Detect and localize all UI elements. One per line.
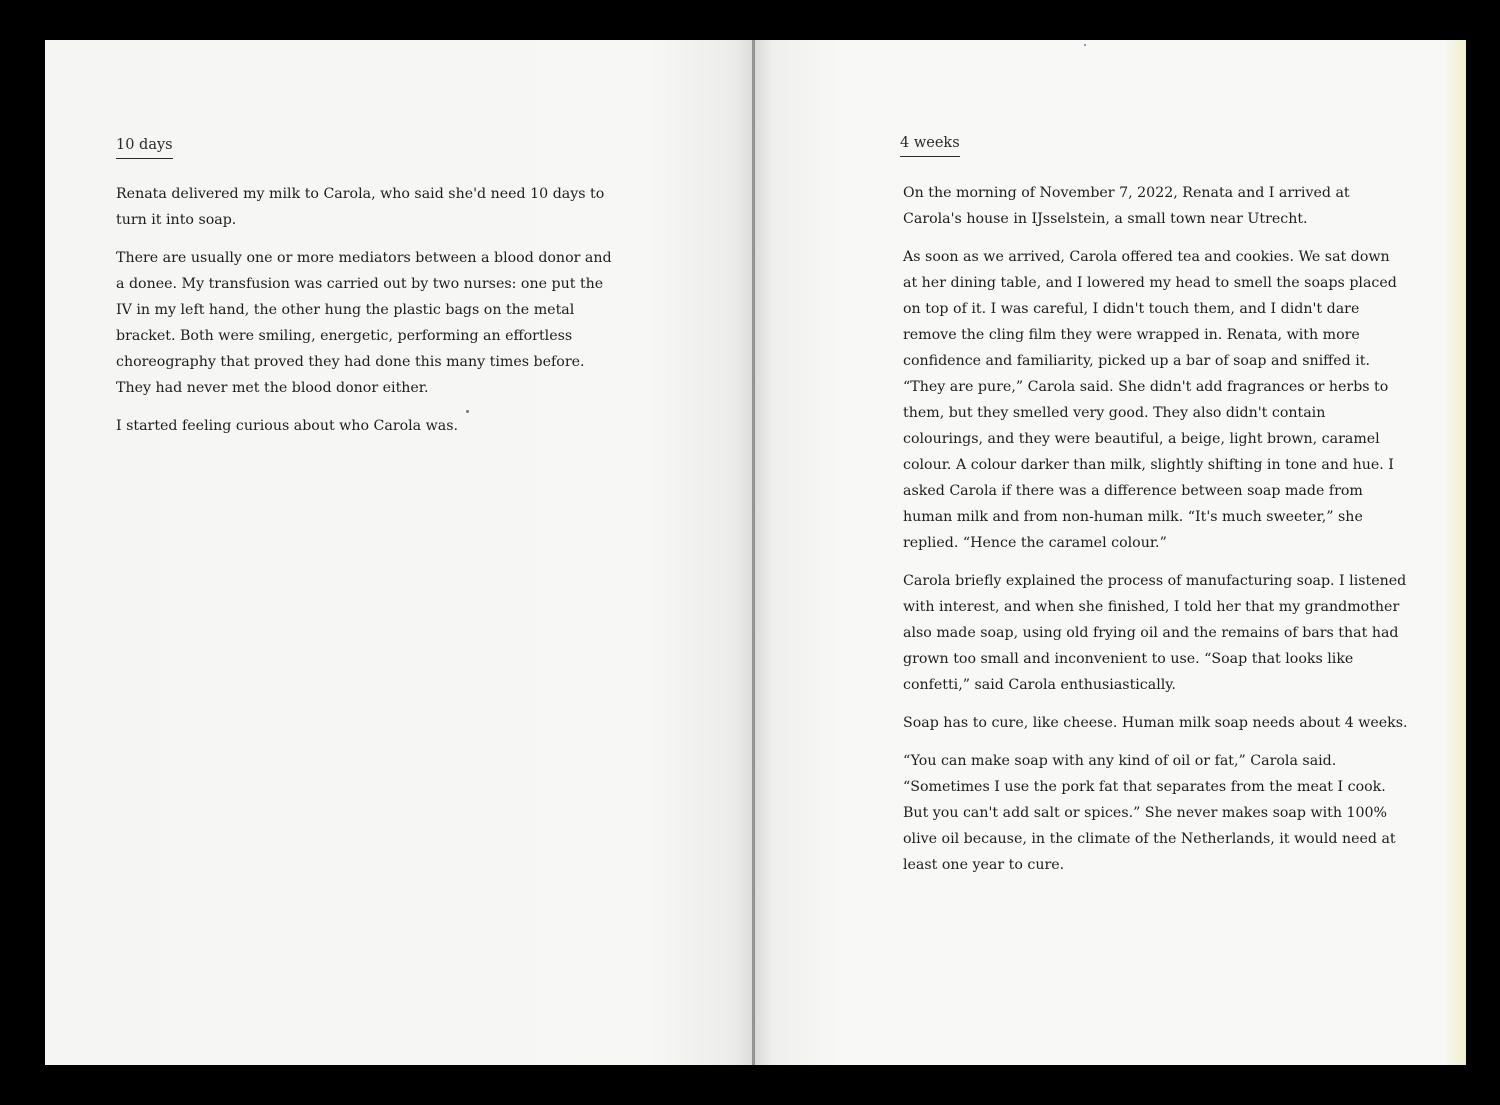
- right-page-body: [903, 180, 1408, 890]
- right-paragraph-1: On the morning of November 7, 2022, Renata and I arrived at Carola's house in IJsselstein, a small town near Utrecht.: [903, 185, 1350, 227]
- right-page: [756, 40, 1466, 1065]
- right-paragraph-3: Carola briefly explained the process of manufacturing soap. I listened with interest, and when she finished, I told her that my grandmother also made soap, using old frying oil and the remains of bars that had grown too small and inconvenient to use. “Soap that looks like confetti,” said Carola enthusiastically.: [903, 573, 1407, 693]
- right-paragraph-5: “You can make soap with any kind of oil or fat,” Carola said. “Sometimes I use the pork fat that separates from the meat I cook. But you can't add salt or spices.” She never makes soap with 100% olive oil because, in the climate of the Netherlands, it would need at least one year to cure.: [903, 753, 1396, 873]
- right-page-heading: 4 weeks: [900, 134, 960, 157]
- right-paragraph-4: Soap has to cure, like cheese. Human milk soap needs about 4 weeks.: [903, 715, 1408, 731]
- left-paragraph-2: There are usually one or more mediators between a blood donor and a donee. My transfusion was carried out by two nurses: one put the IV in my left hand, the other hung the plastic bags on the metal bracket. Both were smiling, energetic, performing an effortless choreography that proved they had done this many times before. They had never met the blood donor either.: [116, 250, 612, 396]
- left-paragraph-3: I started feeling curious about who Carola was.: [116, 418, 459, 434]
- paper-speck: [1084, 44, 1086, 46]
- paper-speck: [466, 410, 469, 413]
- left-page-heading: 10 days: [116, 136, 173, 159]
- book-spread: [45, 40, 1466, 1065]
- left-paragraph-1: Renata delivered my milk to Carola, who said she'd need 10 days to turn it into soap.: [116, 186, 605, 228]
- left-page: [45, 40, 756, 1065]
- right-paragraph-2: As soon as we arrived, Carola offered tea and cookies. We sat down at her dining table, and I lowered my head to smell the soaps placed on top of it. I was careful, I didn't touch them, and I didn't dare remove the cling film they were wrapped in. Renata, with more confidence and familiarity, picked up a bar of soap and sniffed it. “They are pure,” Carola said. She didn't add fragrances or herbs to them, but they smelled very good. They also didn't contain colourings, and they were beautiful, a beige, light brown, caramel colour. A colour darker than milk, slightly shifting in tone and hue. I asked Carola if there was a difference between soap made from human milk and from non-human milk. “It's much sweeter,” she replied. “Hence the caramel colour.”: [903, 249, 1397, 551]
- book-gutter: [752, 40, 755, 1065]
- left-page-body: [116, 181, 612, 451]
